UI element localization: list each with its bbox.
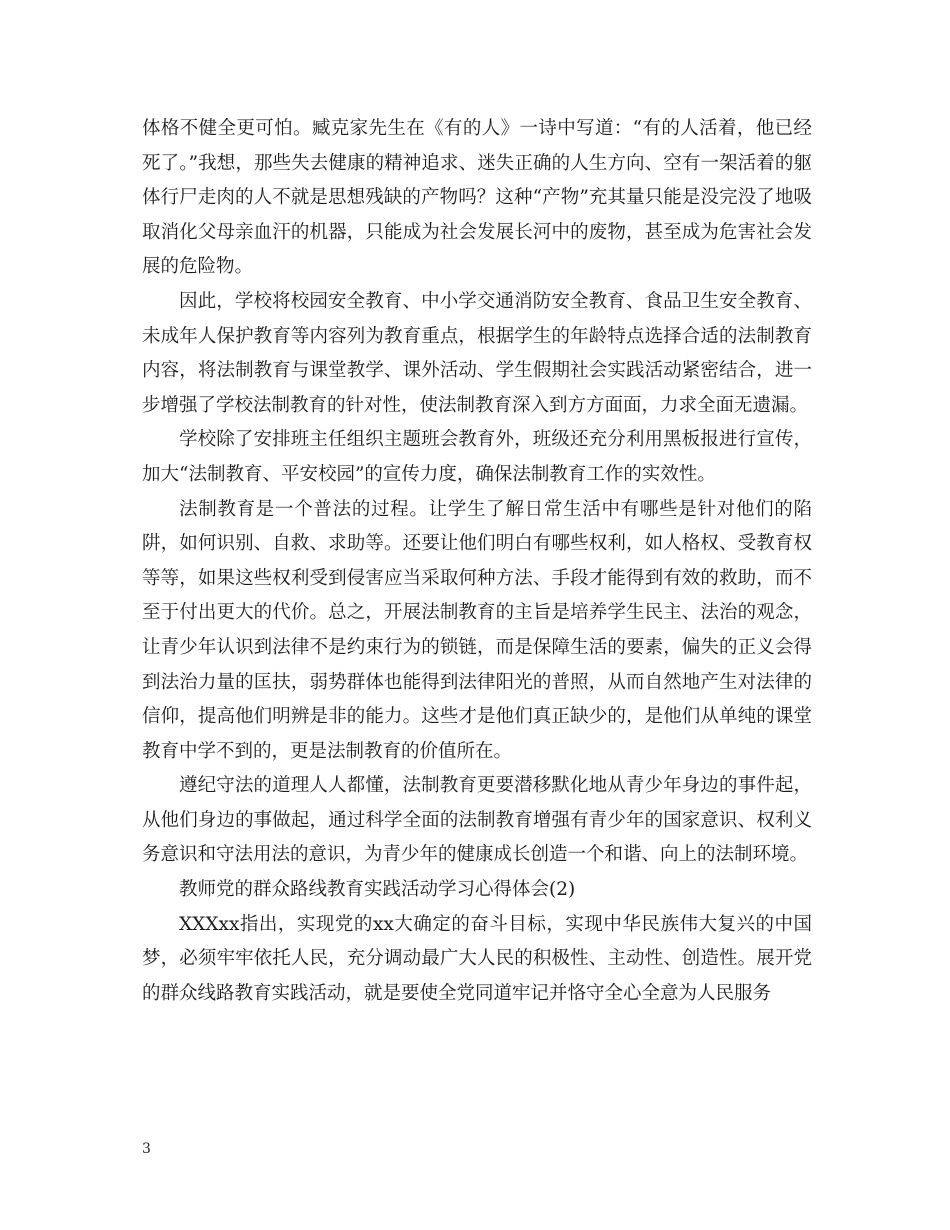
page-number: 3 (142, 1141, 151, 1157)
paragraph-legal-education-process: 法制教育是一个普法的过程。让学生了解日常生活中有哪些是针对他们的陷阱，如何识别、自救、求助等。还要让他们明白有哪些权利，如人格权、受教育权等等，如果这些权利受到侵害应当采取何种方法、手段才能得到有效的救助，而不至于付出更大的代价。总之，开展法制教育的主旨是培养学生民主、法治的观念，让青少年认识到法律不是约束行为的锁链，而是保障生活的要素，偏失的正义会得到法治力量的匡扶，弱势群体也能得到法律阳光的普照，从而自然地产生对法律的信仰，提高他们明辨是非的能力。这些才是他们真正缺少的，是他们从单纯的课堂教育中学不到的，更是法制教育的价值所在。 (142, 498, 812, 762)
paragraph-continuation: 体格不健全更可怕。臧克家先生在《有的人》一诗中写道：“有的人活着，他已经死了。”我想，那些失去健康的精神追求、迷失正确的人生方向、空有一架活着的躯体行尸走肉的人不就是思想残缺的产物吗？这种“产物”充其量只能是没完没了地吸取消化父母亲血汗的机器，只能成为社会发展长河中的废物，甚至成为危害社会发展的危险物。 (142, 118, 812, 278)
paragraph-law-abiding: 遵纪守法的道理人人都懂，法制教育更要潜移默化地从青少年身边的事件起，从他们身边的事做起，通过科学全面的法制教育增强有青少年的国家意识、权利义务意识和守法用法的意识，为青少年的健康成长创造一个和谐、向上的法制环境。 (142, 775, 812, 866)
paragraph-school-safety-education: 因此，学校将校园安全教育、中小学交通消防安全教育、食品卫生安全教育、未成年人保护教育等内容列为教育重点，根据学生的年龄特点选择合适的法制教育内容，将法制教育与课堂教学、课外活动、学生假期社会实践活动紧密结合，进一步增强了学校法制教育的针对性，使法制教育深入到方方面面，力求全面无遗漏。 (142, 290, 812, 416)
document-body (142, 112, 812, 1011)
section-heading: 教师党的群众路线教育实践活动学习心得体会(2) (179, 879, 576, 901)
paragraph-mass-line: XXXxx指出，实现党的xx大确定的奋斗目标，实现中华民族伟大复兴的中国梦，必须牢牢依托人民，充分调动最广大人民的积极性、主动性、创造性。展开党的群众线路教育实践活动，就是要使全党同道牢记并恪守全心全意为人民服务 (142, 913, 812, 1004)
paragraph-class-meetings: 学校除了安排班主任组织主题班会教育外，班级还充分利用黑板报进行宣传，加大“法制教育、平安校园”的宣传力度，确保法制教育工作的实效性。 (142, 429, 812, 485)
